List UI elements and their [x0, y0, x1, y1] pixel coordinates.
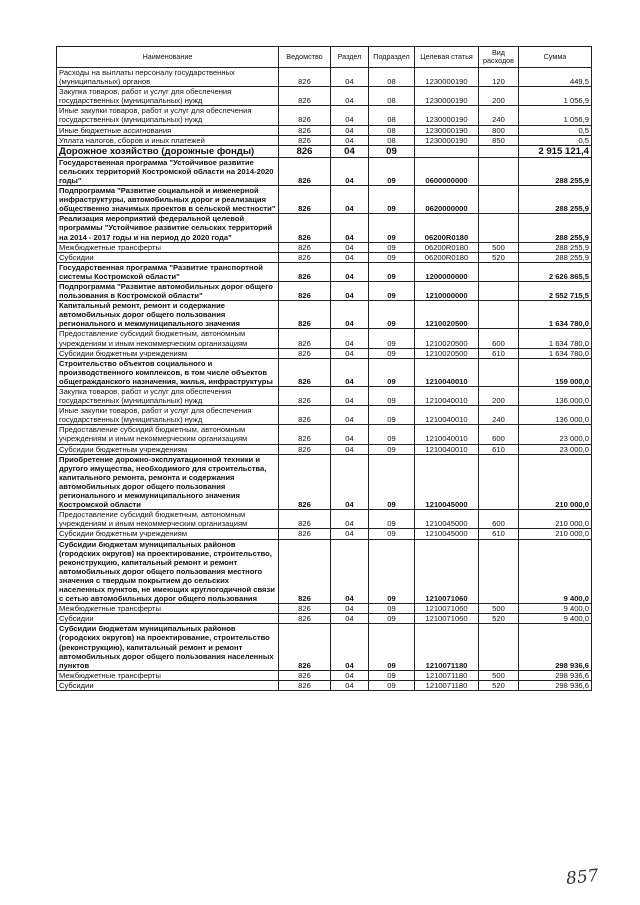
cell-subsection: 08	[369, 135, 415, 145]
cell-section: 04	[331, 252, 369, 262]
cell-expense-type: 240	[479, 106, 519, 125]
cell-amount: 449,5	[519, 68, 592, 87]
cell-dept: 826	[279, 614, 331, 624]
cell-dept: 826	[279, 186, 331, 214]
table-row	[57, 329, 592, 348]
cell-expense-type	[479, 186, 519, 214]
cell-subsection: 09	[369, 670, 415, 680]
cell-subsection: 09	[369, 157, 415, 185]
cell-target: 1230000190	[415, 68, 479, 87]
cell-target: 1210045000	[415, 510, 479, 529]
cell-section: 04	[331, 387, 369, 406]
cell-amount: 1 634 780,0	[519, 329, 592, 348]
cell-subsection: 09	[369, 539, 415, 604]
cell-target: 1210045000	[415, 454, 479, 510]
cell-expense-type	[479, 157, 519, 185]
cell-name: Субсидии бюджетным учреждениям	[57, 444, 279, 454]
table-row	[57, 348, 592, 358]
cell-dept: 826	[279, 329, 331, 348]
cell-expense-type	[479, 624, 519, 670]
cell-subsection: 09	[369, 242, 415, 252]
cell-dept: 826	[279, 454, 331, 510]
cell-name: Иные бюджетные ассигнования	[57, 125, 279, 135]
cell-target: 1210045000	[415, 529, 479, 539]
cell-section: 04	[331, 281, 369, 300]
cell-amount: 23 000,0	[519, 444, 592, 454]
cell-amount: 159 000,0	[519, 358, 592, 386]
cell-name: Расходы на выплаты персоналу государственных (муниципальных) органов	[57, 68, 279, 87]
cell-target: 1210040010	[415, 358, 479, 386]
cell-dept: 826	[279, 106, 331, 125]
cell-subsection: 09	[369, 358, 415, 386]
cell-section: 04	[331, 186, 369, 214]
cell-dept: 826	[279, 252, 331, 262]
cell-expense-type: 600	[479, 329, 519, 348]
cell-amount: 2 552 715,5	[519, 281, 592, 300]
cell-amount: 298 936,6	[519, 624, 592, 670]
table-row	[57, 529, 592, 539]
cell-section: 04	[331, 262, 369, 281]
cell-target: 1230000190	[415, 135, 479, 145]
cell-amount: 2 915 121,4	[519, 145, 592, 157]
cell-dept: 826	[279, 425, 331, 444]
cell-subsection: 09	[369, 281, 415, 300]
cell-amount: 288 255,9	[519, 242, 592, 252]
cell-section: 04	[331, 425, 369, 444]
cell-name: Дорожное хозяйство (дорожные фонды)	[57, 145, 279, 157]
table-row	[57, 87, 592, 106]
cell-dept: 826	[279, 87, 331, 106]
cell-expense-type: 600	[479, 510, 519, 529]
cell-subsection: 09	[369, 348, 415, 358]
cell-dept: 826	[279, 680, 331, 690]
table-header-row	[57, 47, 592, 68]
cell-expense-type	[479, 262, 519, 281]
cell-dept: 826	[279, 539, 331, 604]
cell-dept: 826	[279, 242, 331, 252]
cell-name: Межбюджетные трансферты	[57, 242, 279, 252]
cell-dept: 826	[279, 529, 331, 539]
cell-name: Предоставление субсидий бюджетным, автономным учреждениям и иным некоммерческим организациям	[57, 329, 279, 348]
cell-amount: 298 936,6	[519, 680, 592, 690]
table-row	[57, 624, 592, 670]
cell-target: 1210071060	[415, 604, 479, 614]
cell-amount: 1 634 780,0	[519, 301, 592, 329]
table-row	[57, 387, 592, 406]
cell-expense-type: 520	[479, 680, 519, 690]
cell-subsection: 09	[369, 624, 415, 670]
cell-target: 06200R0180	[415, 252, 479, 262]
table-row	[57, 454, 592, 510]
cell-expense-type	[479, 281, 519, 300]
cell-name: Предоставление субсидий бюджетным, автономным учреждениям и иным некоммерческим организациям	[57, 425, 279, 444]
cell-amount: 298 936,6	[519, 670, 592, 680]
cell-dept: 826	[279, 444, 331, 454]
cell-section: 04	[331, 539, 369, 604]
cell-expense-type: 520	[479, 614, 519, 624]
cell-subsection: 09	[369, 329, 415, 348]
cell-subsection: 09	[369, 145, 415, 157]
cell-name: Государственная программа "Устойчивое развитие сельских территорий Костромской области на 2014-2020 годы"	[57, 157, 279, 185]
cell-amount: 9 400,0	[519, 614, 592, 624]
cell-subsection: 09	[369, 387, 415, 406]
cell-dept: 826	[279, 157, 331, 185]
cell-name: Уплата налогов, сборов и иных платежей	[57, 135, 279, 145]
cell-dept: 826	[279, 510, 331, 529]
cell-subsection: 09	[369, 454, 415, 510]
cell-subsection: 08	[369, 106, 415, 125]
cell-target: 0620000000	[415, 186, 479, 214]
cell-target: 06200R0180	[415, 214, 479, 242]
cell-expense-type: 610	[479, 444, 519, 454]
cell-expense-type	[479, 214, 519, 242]
cell-amount: 288 255,9	[519, 214, 592, 242]
table-row	[57, 670, 592, 680]
header-amount: Сумма	[519, 47, 592, 68]
cell-dept: 826	[279, 135, 331, 145]
cell-dept: 826	[279, 145, 331, 157]
cell-target: 1210040010	[415, 406, 479, 425]
cell-name: Субсидии бюджетным учреждениям	[57, 529, 279, 539]
cell-target: 1210040010	[415, 444, 479, 454]
cell-dept: 826	[279, 214, 331, 242]
cell-name: Закупка товаров, работ и услуг для обеспечения государственных (муниципальных) нужд	[57, 87, 279, 106]
table-row	[57, 510, 592, 529]
table-row	[57, 186, 592, 214]
cell-target: 0600000000	[415, 157, 479, 185]
cell-target: 1200000000	[415, 262, 479, 281]
header-expense-type: Вид расходов	[479, 47, 519, 68]
table-row	[57, 157, 592, 185]
cell-dept: 826	[279, 68, 331, 87]
table-row	[57, 125, 592, 135]
cell-amount: 0,5	[519, 125, 592, 135]
cell-section: 04	[331, 157, 369, 185]
table-row	[57, 281, 592, 300]
table-row	[57, 214, 592, 242]
cell-subsection: 09	[369, 262, 415, 281]
cell-section: 04	[331, 135, 369, 145]
cell-amount: 9 400,0	[519, 539, 592, 604]
header-section: Раздел	[331, 47, 369, 68]
cell-expense-type: 200	[479, 387, 519, 406]
cell-name: Субсидии бюджетным учреждениям	[57, 348, 279, 358]
cell-amount: 136 000,0	[519, 406, 592, 425]
cell-name: Подпрограмма "Развитие автомобильных дорог общего пользования в Костромской области"	[57, 281, 279, 300]
cell-name: Субсидии бюджетам муниципальных районов (городских округов) на проектирование, строительство (реконструкцию), капитальный ремонт и ремонт автомобильных дорог общего пользования населенных пунктов	[57, 624, 279, 670]
cell-expense-type	[479, 301, 519, 329]
table-row	[57, 406, 592, 425]
cell-target: 1210040010	[415, 387, 479, 406]
cell-target: 1210071180	[415, 624, 479, 670]
table-row	[57, 425, 592, 444]
cell-subsection: 08	[369, 125, 415, 135]
cell-dept: 826	[279, 387, 331, 406]
cell-expense-type: 500	[479, 242, 519, 252]
cell-dept: 826	[279, 262, 331, 281]
cell-section: 04	[331, 301, 369, 329]
cell-expense-type: 600	[479, 425, 519, 444]
cell-amount: 288 255,9	[519, 186, 592, 214]
cell-expense-type	[479, 454, 519, 510]
cell-target: 1230000190	[415, 106, 479, 125]
cell-section: 04	[331, 214, 369, 242]
cell-section: 04	[331, 624, 369, 670]
cell-subsection: 09	[369, 301, 415, 329]
cell-amount: 9 400,0	[519, 604, 592, 614]
cell-expense-type: 520	[479, 252, 519, 262]
cell-section: 04	[331, 510, 369, 529]
cell-target: 1210000000	[415, 281, 479, 300]
header-dept: Ведомство	[279, 47, 331, 68]
header-subsection: Подраздел	[369, 47, 415, 68]
cell-expense-type	[479, 145, 519, 157]
cell-subsection: 09	[369, 614, 415, 624]
cell-name: Реализация мероприятий федеральной целевой программы "Устойчивое развитие сельских территорий на 2014 - 2017 годы и на период до 2020 года"	[57, 214, 279, 242]
cell-dept: 826	[279, 358, 331, 386]
table-row	[57, 262, 592, 281]
cell-subsection: 09	[369, 604, 415, 614]
budget-table	[56, 46, 592, 691]
cell-amount: 1 056,9	[519, 106, 592, 125]
cell-name: Межбюджетные трансферты	[57, 604, 279, 614]
cell-section: 04	[331, 358, 369, 386]
table-row	[57, 145, 592, 157]
cell-dept: 826	[279, 281, 331, 300]
cell-subsection: 08	[369, 87, 415, 106]
cell-section: 04	[331, 106, 369, 125]
cell-section: 04	[331, 87, 369, 106]
table-row	[57, 252, 592, 262]
cell-target: 1210071180	[415, 670, 479, 680]
cell-dept: 826	[279, 406, 331, 425]
cell-section: 04	[331, 125, 369, 135]
table-row	[57, 68, 592, 87]
cell-expense-type: 500	[479, 604, 519, 614]
cell-subsection: 09	[369, 214, 415, 242]
cell-section: 04	[331, 529, 369, 539]
table-row	[57, 358, 592, 386]
cell-name: Подпрограмма "Развитие социальной и инженерной инфраструктуры, автомобильных дорог и реализация общественно значимых проектов в сельской местности"	[57, 186, 279, 214]
table-row	[57, 106, 592, 125]
header-name: Наименование	[57, 47, 279, 68]
cell-section: 04	[331, 68, 369, 87]
cell-section: 04	[331, 680, 369, 690]
cell-amount: 288 255,9	[519, 157, 592, 185]
cell-target: 1210020500	[415, 301, 479, 329]
cell-section: 04	[331, 348, 369, 358]
table-row	[57, 604, 592, 614]
cell-target: 1210040010	[415, 425, 479, 444]
cell-dept: 826	[279, 624, 331, 670]
table-body	[57, 68, 592, 691]
cell-expense-type	[479, 539, 519, 604]
cell-subsection: 09	[369, 510, 415, 529]
cell-subsection: 09	[369, 252, 415, 262]
cell-target: 1210071180	[415, 680, 479, 690]
cell-target: 1230000190	[415, 125, 479, 135]
cell-expense-type: 500	[479, 670, 519, 680]
cell-dept: 826	[279, 670, 331, 680]
cell-dept: 826	[279, 348, 331, 358]
header-target: Целевая статья	[415, 47, 479, 68]
cell-name: Закупка товаров, работ и услуг для обеспечения государственных (муниципальных) нужд	[57, 387, 279, 406]
cell-section: 04	[331, 145, 369, 157]
table-row	[57, 539, 592, 604]
cell-expense-type	[479, 358, 519, 386]
cell-subsection: 09	[369, 680, 415, 690]
cell-name: Иные закупки товаров, работ и услуг для обеспечения государственных (муниципальных) нужд	[57, 106, 279, 125]
table-row	[57, 135, 592, 145]
cell-amount: 1 056,9	[519, 87, 592, 106]
cell-target	[415, 145, 479, 157]
table-row	[57, 614, 592, 624]
table-row	[57, 444, 592, 454]
cell-name: Субсидии	[57, 614, 279, 624]
cell-name: Межбюджетные трансферты	[57, 670, 279, 680]
cell-subsection: 09	[369, 186, 415, 214]
cell-name: Субсидии	[57, 680, 279, 690]
cell-subsection: 09	[369, 425, 415, 444]
cell-dept: 826	[279, 604, 331, 614]
table-row	[57, 242, 592, 252]
cell-target: 1210020500	[415, 348, 479, 358]
cell-name: Капитальный ремонт, ремонт и содержание автомобильных дорог общего пользования регионального и межмуниципального значения	[57, 301, 279, 329]
cell-expense-type: 200	[479, 87, 519, 106]
cell-amount: 2 626 865,5	[519, 262, 592, 281]
cell-subsection: 09	[369, 406, 415, 425]
cell-amount: 210 000,0	[519, 454, 592, 510]
cell-section: 04	[331, 614, 369, 624]
cell-dept: 826	[279, 125, 331, 135]
cell-name: Приобретение дорожно-эксплуатационной техники и другого имущества, необходимого для строительства, капитального ремонта, ремонта и содержания автомобильных дорог общего пользования регионального и межмуниципального значения Костромской области	[57, 454, 279, 510]
cell-name: Субсидии	[57, 252, 279, 262]
cell-section: 04	[331, 406, 369, 425]
cell-target: 1210020500	[415, 329, 479, 348]
cell-amount: 136 000,0	[519, 387, 592, 406]
table-row	[57, 680, 592, 690]
table-row	[57, 301, 592, 329]
cell-target: 06200R0180	[415, 242, 479, 252]
cell-subsection: 08	[369, 68, 415, 87]
cell-name: Иные закупки товаров, работ и услуг для обеспечения государственных (муниципальных) нужд	[57, 406, 279, 425]
cell-amount: 0,5	[519, 135, 592, 145]
cell-target: 1230000190	[415, 87, 479, 106]
cell-expense-type: 120	[479, 68, 519, 87]
cell-expense-type: 800	[479, 125, 519, 135]
cell-section: 04	[331, 670, 369, 680]
cell-section: 04	[331, 454, 369, 510]
cell-name: Предоставление субсидий бюджетным, автономным учреждениям и иным некоммерческим организациям	[57, 510, 279, 529]
cell-subsection: 09	[369, 444, 415, 454]
cell-amount: 210 000,0	[519, 529, 592, 539]
cell-section: 04	[331, 242, 369, 252]
cell-subsection: 09	[369, 529, 415, 539]
cell-amount: 1 634 780,0	[519, 348, 592, 358]
cell-amount: 23 000,0	[519, 425, 592, 444]
cell-name: Строительство объектов социального и производственного комплексов, в том числе объектов общегражданского назначения, жилья, инфраструктуры	[57, 358, 279, 386]
cell-section: 04	[331, 329, 369, 348]
cell-target: 1210071060	[415, 614, 479, 624]
cell-name: Государственная программа "Развитие транспортной системы Костромской области"	[57, 262, 279, 281]
cell-amount: 210 000,0	[519, 510, 592, 529]
cell-expense-type: 610	[479, 348, 519, 358]
cell-section: 04	[331, 444, 369, 454]
page-number-handwritten: 857	[565, 865, 600, 890]
cell-target: 1210071060	[415, 539, 479, 604]
cell-amount: 288 255,9	[519, 252, 592, 262]
cell-dept: 826	[279, 301, 331, 329]
cell-name: Субсидии бюджетам муниципальных районов (городских округов) на проектирование, строительство, реконструкцию, капитальный ремонт и ремонт автомобильных дорог общего пользования местного значения с твердым покрытием до сельских населенных пунктов, не имеющих круглогодичной связи с сетью автомобильных дорог общего пользования	[57, 539, 279, 604]
cell-expense-type: 240	[479, 406, 519, 425]
cell-expense-type: 610	[479, 529, 519, 539]
cell-expense-type: 850	[479, 135, 519, 145]
cell-section: 04	[331, 604, 369, 614]
